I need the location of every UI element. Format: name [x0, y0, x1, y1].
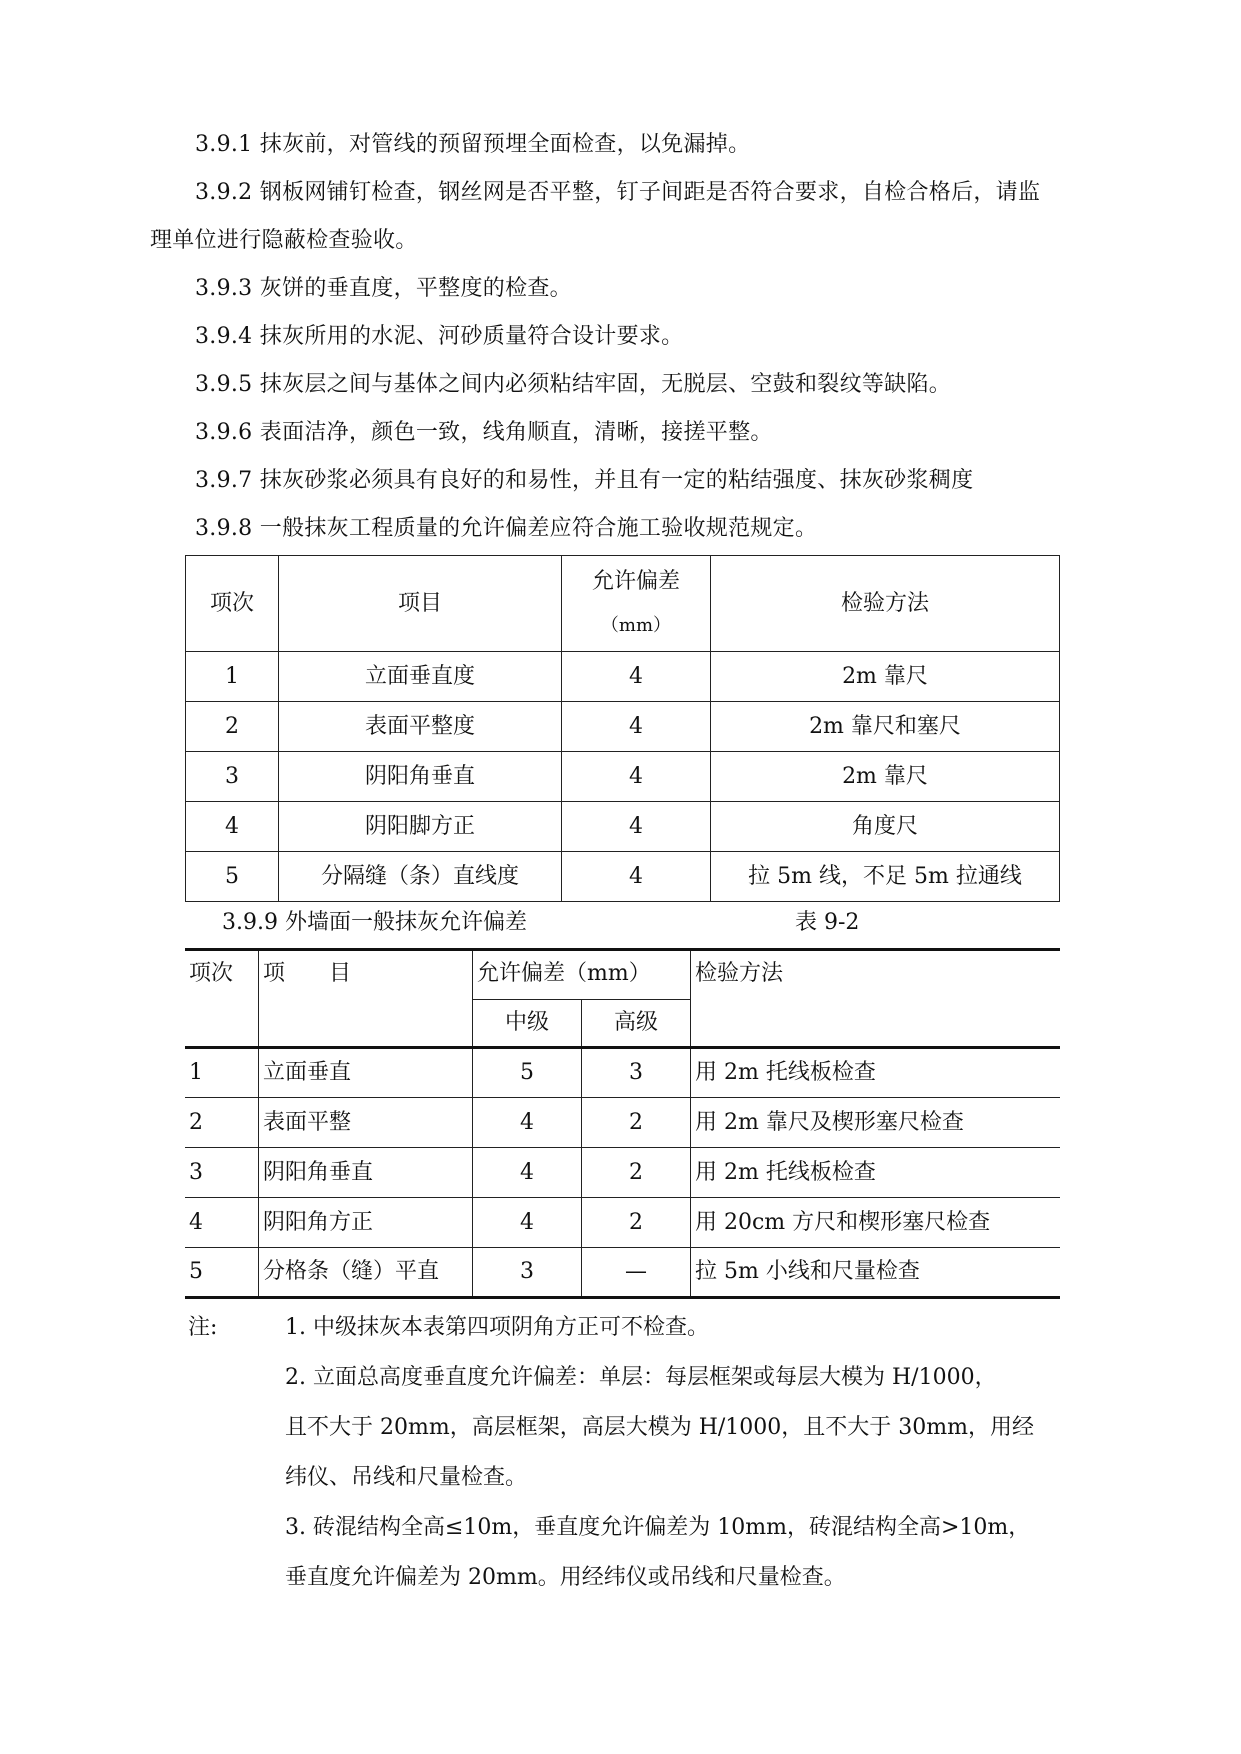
- cell-item: 阴阳脚方正: [279, 802, 562, 852]
- note-1: 1. 中级抹灰本表第四项阴角方正可不检查。: [285, 1315, 709, 1340]
- cell-method: 拉 5m 小线和尺量检查: [691, 1248, 1061, 1298]
- cell-tolerance: 4: [562, 802, 711, 852]
- cell-mid: 4: [473, 1148, 582, 1198]
- cell-method: 用 2m 托线板检查: [691, 1148, 1061, 1198]
- note-3: 3. 砖混结构全高≤10m，垂直度允许偏差为 10mm，砖混结构全高>10m，: [285, 1515, 1031, 1540]
- header-index: 项次: [186, 556, 279, 652]
- cell-method: 拉 5m 线，不足 5m 拉通线: [711, 852, 1060, 902]
- cell-item: 表面平整: [259, 1098, 473, 1148]
- cell-item: 立面垂直: [259, 1048, 473, 1098]
- header-mid: 中级: [473, 1000, 582, 1048]
- cell-method: 用 20cm 方尺和楔形塞尺检查: [691, 1198, 1061, 1248]
- table-header-row: [185, 950, 1060, 1000]
- cell-index: 1: [185, 1048, 259, 1098]
- tolerance-table-2: [185, 948, 1060, 1299]
- header-item: 项目: [279, 556, 562, 652]
- paragraph-3-9-6: 3.9.6 表面洁净，颜色一致，线角顺直，清晰，接搓平整。: [195, 420, 773, 445]
- table-2-title: 3.9.9 外墙面一般抹灰允许偏差: [222, 910, 527, 935]
- paragraph-3-9-2: 3.9.2 钢板网铺钉检查，钢丝网是否平整，钉子间距是否符合要求，自检合格后，请监: [195, 180, 1041, 205]
- paragraph-3-9-5: 3.9.5 抹灰层之间与基体之间内必须粘结牢固，无脱层、空鼓和裂纹等缺陷。: [195, 372, 952, 397]
- cell-mid: 5: [473, 1048, 582, 1098]
- note-2: 2. 立面总高度垂直度允许偏差：单层：每层框架或每层大模为 H/1000，: [285, 1365, 997, 1390]
- cell-method: 角度尺: [711, 802, 1060, 852]
- paragraph-3-9-7: 3.9.7 抹灰砂浆必须具有良好的和易性，并且有一定的粘结强度、抹灰砂浆稠度: [195, 468, 974, 493]
- table-row: [185, 1098, 1060, 1148]
- table-header-row: [186, 556, 1060, 652]
- paragraph-3-9-3: 3.9.3 灰饼的垂直度，平整度的检查。: [195, 276, 572, 301]
- table-row: [186, 852, 1060, 902]
- cell-index: 5: [186, 852, 279, 902]
- cell-tolerance: 4: [562, 852, 711, 902]
- cell-high: 3: [582, 1048, 691, 1098]
- cell-item: 阴阳角垂直: [259, 1148, 473, 1198]
- cell-tolerance: 4: [562, 702, 711, 752]
- header-high: 高级: [582, 1000, 691, 1048]
- cell-index: 2: [186, 702, 279, 752]
- cell-method: 2m 靠尺: [711, 752, 1060, 802]
- note-2-cont-2: 纬仪、吊线和尺量检查。: [285, 1465, 528, 1490]
- header-tolerance: 允许偏差（mm）: [473, 950, 691, 1000]
- table-row: [186, 652, 1060, 702]
- cell-high: —: [582, 1248, 691, 1298]
- table-row: [185, 1048, 1060, 1098]
- cell-method: 用 2m 靠尺及楔形塞尺检查: [691, 1098, 1061, 1148]
- tolerance-table-1: [185, 555, 1060, 902]
- paragraph-3-9-1: 3.9.1 抹灰前，对管线的预留预埋全面检查，以免漏掉。: [195, 132, 751, 157]
- table-row: [186, 752, 1060, 802]
- cell-item: 表面平整度: [279, 702, 562, 752]
- cell-high: 2: [582, 1198, 691, 1248]
- note-2-cont-1: 且不大于 20mm，高层框架，高层大模为 H/1000，且不大于 30mm，用经: [285, 1415, 1035, 1440]
- table-row: [185, 1248, 1060, 1298]
- cell-item: 分隔缝（条）直线度: [279, 852, 562, 902]
- cell-high: 2: [582, 1148, 691, 1198]
- cell-item: 阴阳角垂直: [279, 752, 562, 802]
- cell-index: 4: [186, 802, 279, 852]
- header-item: 项 目: [259, 950, 473, 1048]
- table-row: [185, 1148, 1060, 1198]
- paragraph-3-9-4: 3.9.4 抹灰所用的水泥、河砂质量符合设计要求。: [195, 324, 684, 349]
- cell-mid: 4: [473, 1098, 582, 1148]
- cell-index: 3: [185, 1148, 259, 1198]
- cell-tolerance: 4: [562, 752, 711, 802]
- header-method: 检验方法: [691, 950, 1061, 1048]
- paragraph-3-9-8: 3.9.8 一般抹灰工程质量的允许偏差应符合施工验收规范规定。: [195, 516, 818, 541]
- note-3-cont: 垂直度允许偏差为 20mm。用经纬仪或吊线和尺量检查。: [285, 1565, 846, 1590]
- table-row: [185, 1198, 1060, 1248]
- table-row: [186, 802, 1060, 852]
- cell-index: 1: [186, 652, 279, 702]
- table-2-number: 表 9-2: [795, 910, 860, 935]
- notes-label: 注:: [188, 1315, 218, 1340]
- cell-item: 阴阳角方正: [259, 1198, 473, 1248]
- cell-tolerance: 4: [562, 652, 711, 702]
- cell-index: 5: [185, 1248, 259, 1298]
- cell-method: 用 2m 托线板检查: [691, 1048, 1061, 1098]
- cell-high: 2: [582, 1098, 691, 1148]
- cell-item: 分格条（缝）平直: [259, 1248, 473, 1298]
- paragraph-3-9-2-cont: 理单位进行隐蔽检查验收。: [150, 228, 418, 253]
- header-method: 检验方法: [711, 556, 1060, 652]
- cell-method: 2m 靠尺: [711, 652, 1060, 702]
- header-tolerance-unit: （mm）: [600, 614, 672, 636]
- cell-method: 2m 靠尺和塞尺: [711, 702, 1060, 752]
- cell-mid: 3: [473, 1248, 582, 1298]
- header-tolerance: [562, 556, 711, 652]
- header-index: 项次: [185, 950, 259, 1048]
- header-tolerance-label: 允许偏差: [591, 568, 680, 594]
- cell-index: 3: [186, 752, 279, 802]
- cell-item: 立面垂直度: [279, 652, 562, 702]
- cell-index: 4: [185, 1198, 259, 1248]
- cell-mid: 4: [473, 1198, 582, 1248]
- cell-index: 2: [185, 1098, 259, 1148]
- table-row: [186, 702, 1060, 752]
